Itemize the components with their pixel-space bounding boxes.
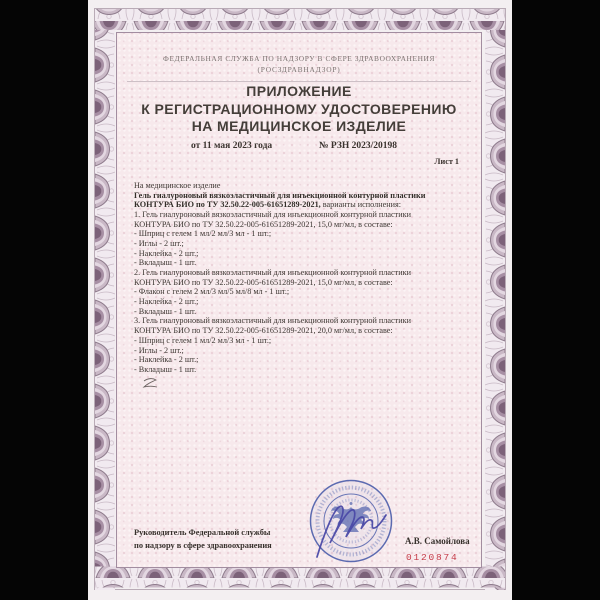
form-serial-number: 0120874 [406,552,459,563]
handwritten-mark [141,377,161,391]
body-lines [134,191,469,375]
signatory-title-line1: Руководитель Федеральной службы [134,528,271,537]
body-line: - Флакон с гелем 2 мл/3 мл/5 мл/8 мл - 1 шт.; [134,287,290,297]
doc-title-line3: НА МЕДИЦИНСКОЕ ИЗДЕЛИЕ [191,118,407,134]
body-line: КОНТУРА БИО по ТУ 32.50.22-005-61651289-2021, варианты исполнения: [134,200,402,210]
body-line: КОНТУРА БИО по ТУ 32.50.22-005-61651289-2021, 15,0 мг/мл, в составе: [134,219,393,229]
body-line: - Наклейка - 2 шт.; [134,297,199,307]
round-stamp-with-signature [303,473,399,569]
registration-number: № РЗН 2023/20198 [319,140,398,151]
issue-date: от 11 мая 2023 года [191,140,273,151]
doc-title-line1: ПРИЛОЖЕНИЕ [246,83,352,99]
body-intro: На медицинское изделие [134,180,221,190]
body-line: - Вкладыш - 1 шт. [134,258,197,268]
body-line: - Вкладыш - 1 шт. [134,364,197,374]
certificate-scan [88,0,512,600]
certificate-panel [116,32,482,568]
body-line: - Наклейка - 2 шт.; [134,248,199,258]
body-line: 2. Гель гиалуроновый вязкоэластичный для инъекционной контурной пластики [134,268,411,277]
signatory-title-line2: по надзору в сфере здравоохранения [134,540,272,550]
body-line: КОНТУРА БИО по ТУ 32.50.22-005-61651289-2021, 15,0 мг/мл, в составе: [134,277,393,287]
doc-title-line2: К РЕГИСТРАЦИОННОМУ УДОСТОВЕРЕНИЮ [141,100,457,117]
body-line: - Иглы - 2 шт.; [134,345,184,355]
signatory-title [134,527,272,552]
body-line: - Наклейка - 2 шт.; [134,355,199,365]
body-line: - Шприц с гелем 1 мл/2 мл/3 мл - 1 шт.; [134,335,272,345]
body-line: Гель гиалуроновый вязкоэластичный для инъекционной контурной пластики [134,190,426,200]
agency-short-name: (РОСЗДРАВНАДЗОР) [257,65,341,74]
agency-name: ФЕДЕРАЛЬНАЯ СЛУЖБА ПО НАДЗОРУ В СФЕРЕ ЗДРАВООХРАНЕНИЯ [163,54,435,63]
body-line: 1. Гель гиалуроновый вязкоэластичный для инъекционной контурной пластики [134,209,411,219]
doc-meta-row [117,141,481,153]
sheet-number: Лист 1 [434,156,459,166]
body-line: - Иглы - 2 шт.; [134,238,184,248]
header-divider [127,81,471,82]
body-line: - Шприц с гелем 1 мл/2 мл/3 мл - 1 шт.; [134,229,272,239]
body-line: КОНТУРА БИО по ТУ 32.50.22-005-61651289-2021, 20,0 мг/мл, в составе: [134,326,393,336]
body-line: - Вкладыш - 1 шт. [134,306,197,316]
body-line: 3. Гель гиалуроновый вязкоэластичный для инъекционной контурной пластики [134,316,411,326]
signatory-name: А.В. Самойлова [405,536,470,546]
